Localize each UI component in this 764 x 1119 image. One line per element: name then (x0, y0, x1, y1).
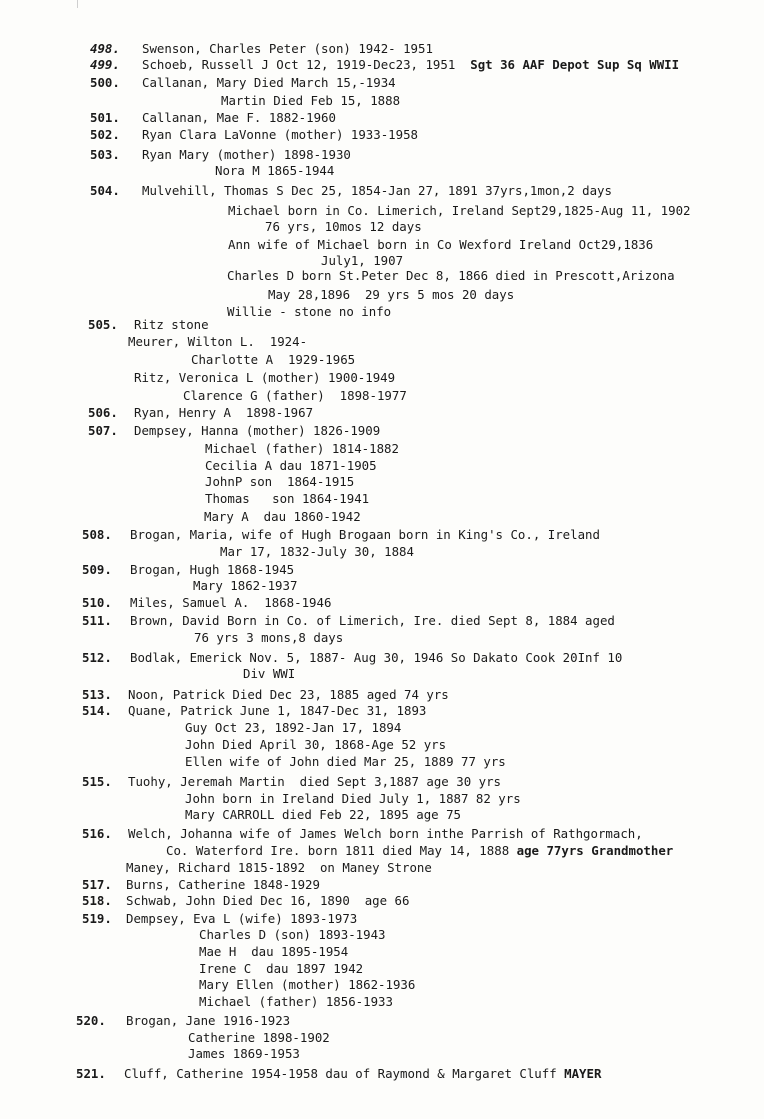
entry-text (128, 826, 643, 841)
entry-number: 517. (82, 877, 112, 892)
entry-text (227, 304, 391, 319)
entry-text (126, 893, 409, 908)
entry-main-text: Charles D born St.Peter Dec 8, 1866 died in Prescott,Arizona (227, 268, 675, 283)
entry-text (194, 630, 343, 645)
entry-text (204, 509, 361, 524)
entry-main-text: 76 yrs 3 mons,8 days (194, 630, 344, 645)
entry-text (185, 807, 461, 822)
entry-main-text: James 1869-1953 (188, 1046, 300, 1061)
entry-text (228, 203, 691, 218)
entry-number: 505. (88, 317, 118, 332)
entry-annotation: Sgt 36 AAF Depot Sup Sq WWII (455, 57, 680, 72)
entry-main-text: Div WWI (243, 666, 296, 681)
entry-main-text: Miles, Samuel A. 1868-1946 (130, 595, 332, 610)
entry-text (142, 57, 679, 72)
entry-main-text: Mary CARROLL died Feb 22, 1895 age 75 (185, 807, 462, 822)
entry-main-text: Tuohy, Jeremah Martin died Sept 3,1887 age 30 yrs (128, 774, 501, 789)
entry-text (268, 287, 514, 302)
entry-main-text: Guy Oct 23, 1892-Jan 17, 1894 (185, 720, 402, 735)
entry-main-text: Meurer, Wilton L. 1924- (128, 334, 308, 349)
entry-text (215, 163, 334, 178)
entry-text (142, 127, 418, 142)
entry-number: 504. (90, 183, 120, 198)
entry-text (126, 1013, 290, 1028)
entry-text (220, 544, 414, 559)
entry-text (166, 843, 673, 858)
entry-number: 520. (76, 1013, 106, 1028)
entry-main-text: Ann wife of Michael born in Co Wexford Ireland Oct29,1836 (228, 237, 654, 252)
entry-main-text: Co. Waterford Ire. born 1811 died May 14, 1888 (166, 843, 510, 858)
entry-main-text: Ryan Mary (mother) 1898-1930 (142, 147, 351, 162)
entry-number: 506. (88, 405, 118, 420)
entry-main-text: Willie - stone no info (227, 304, 392, 319)
entry-main-text: Ritz stone (134, 317, 209, 332)
entry-text (142, 183, 612, 198)
entry-main-text: Callanan, Mary Died March 15,-1934 (142, 75, 396, 90)
entry-main-text: Nora M 1865-1944 (215, 163, 335, 178)
entry-main-text: Michael born in Co. Limerich, Ireland Sept29,1825-Aug 11, 1902 (228, 203, 691, 218)
entry-text (130, 595, 331, 610)
entry-text (130, 562, 294, 577)
entry-number: 515. (82, 774, 112, 789)
entry-main-text: 76 yrs, 10mos 12 days (265, 219, 422, 234)
entry-main-text: Welch, Johanna wife of James Welch born inthe Parrish of Rathgormach, (128, 826, 643, 841)
entry-text (134, 370, 395, 385)
entry-main-text: Brown, David Born in Co. of Limerich, Ire. died Sept 8, 1884 aged (130, 613, 615, 628)
entry-text (134, 405, 313, 420)
entry-number: 518. (82, 893, 112, 908)
entry-main-text: Michael (father) 1814-1882 (205, 441, 399, 456)
entry-annotation: age 77yrs Grandmother (509, 843, 674, 858)
entry-number: 511. (82, 613, 112, 628)
entry-number: 513. (82, 687, 112, 702)
entry-text (199, 977, 415, 992)
entry-main-text: Charles D (son) 1893-1943 (199, 927, 386, 942)
entry-main-text: Brogan, Jane 1916-1923 (126, 1013, 291, 1028)
entry-text (185, 720, 401, 735)
entry-text (188, 1030, 330, 1045)
entry-main-text: Ryan Clara LaVonne (mother) 1933-1958 (142, 127, 419, 142)
entry-text (134, 317, 209, 332)
entry-text (124, 1066, 601, 1081)
entry-text (205, 491, 369, 506)
entry-main-text: Brogan, Maria, wife of Hugh Brogaan born in King's Co., Ireland (130, 527, 600, 542)
entry-text (128, 687, 449, 702)
entry-main-text: John Died April 30, 1868-Age 52 yrs (185, 737, 447, 752)
entry-number: 503. (90, 147, 120, 162)
entry-number: 499. (90, 57, 120, 72)
entry-text (142, 41, 433, 56)
entry-number: 502. (90, 127, 120, 142)
entry-text (205, 474, 354, 489)
entry-main-text: Ellen wife of John died Mar 25, 1889 77 yrs (185, 754, 506, 769)
entry-number: 508. (82, 527, 112, 542)
entry-main-text: Burns, Catherine 1848-1929 (126, 877, 320, 892)
entry-number: 521. (76, 1066, 106, 1081)
entry-text (193, 578, 297, 593)
entry-main-text: Noon, Patrick Died Dec 23, 1885 aged 74 yrs (128, 687, 449, 702)
entry-main-text: Mary A dau 1860-1942 (204, 509, 361, 524)
entry-main-text: May 28,1896 29 yrs 5 mos 20 days (268, 287, 515, 302)
entry-main-text: Dempsey, Hanna (mother) 1826-1909 (134, 423, 381, 438)
entry-text (221, 93, 400, 108)
entry-text (130, 613, 615, 628)
entry-number: 509. (82, 562, 112, 577)
entry-text (134, 423, 380, 438)
entry-main-text: July1, 1907 (321, 253, 404, 268)
entry-text (126, 877, 320, 892)
entry-text (185, 791, 521, 806)
entry-main-text: Michael (father) 1856-1933 (199, 994, 393, 1009)
entry-main-text: Quane, Patrick June 1, 1847-Dec 31, 1893 (128, 703, 427, 718)
entry-text (142, 147, 351, 162)
entry-number: 514. (82, 703, 112, 718)
entry-main-text: John born in Ireland Died July 1, 1887 82 yrs (185, 791, 521, 806)
entry-main-text: Charlotte A 1929-1965 (191, 352, 356, 367)
scan-mark (77, 0, 78, 8)
entry-main-text: Irene C dau 1897 1942 (199, 961, 364, 976)
entry-text (199, 961, 363, 976)
entry-text (185, 737, 446, 752)
entry-text (191, 352, 355, 367)
entry-text (128, 334, 307, 349)
entry-number: 519. (82, 911, 112, 926)
entry-main-text: Catherine 1898-1902 (188, 1030, 330, 1045)
entry-text (126, 860, 432, 875)
entry-number: 500. (90, 75, 120, 90)
entry-main-text: Cecilia A dau 1871-1905 (205, 458, 377, 473)
entry-main-text: Callanan, Mae F. 1882-1960 (142, 110, 336, 125)
entry-main-text: JohnP son 1864-1915 (205, 474, 355, 489)
entry-text (185, 754, 506, 769)
entry-text (128, 774, 501, 789)
entry-number: 501. (90, 110, 120, 125)
entry-text (199, 927, 386, 942)
entry-text (199, 994, 393, 1009)
entry-number: 512. (82, 650, 112, 665)
entry-annotation: MAYER (556, 1066, 602, 1081)
entry-main-text: Martin Died Feb 15, 1888 (221, 93, 401, 108)
entry-main-text: Dempsey, Eva L (wife) 1893-1973 (126, 911, 358, 926)
entry-text (205, 441, 399, 456)
entry-number: 516. (82, 826, 112, 841)
entry-main-text: Schwab, John Died Dec 16, 1890 age 66 (126, 893, 410, 908)
entry-main-text: Schoeb, Russell J Oct 12, 1919-Dec23, 1951 (142, 57, 456, 72)
entry-number: 498. (90, 41, 120, 56)
entry-text (188, 1046, 300, 1061)
entry-text (205, 458, 377, 473)
entry-number: 510. (82, 595, 112, 610)
entry-main-text: Thomas son 1864-1941 (205, 491, 370, 506)
entry-text (321, 253, 403, 268)
entry-main-text: Mulvehill, Thomas S Dec 25, 1854-Jan 27, 1891 37yrs,1mon,2 days (142, 183, 612, 198)
entry-text (265, 219, 422, 234)
entry-text (130, 527, 600, 542)
entry-number: 507. (88, 423, 118, 438)
entry-text (130, 650, 622, 665)
entry-text (183, 388, 407, 403)
entry-text (126, 911, 357, 926)
entry-text (227, 268, 675, 283)
entry-main-text: Mae H dau 1895-1954 (199, 944, 349, 959)
entry-text (228, 237, 653, 252)
entry-main-text: Mar 17, 1832-July 30, 1884 (220, 544, 414, 559)
entry-main-text: Ryan, Henry A 1898-1967 (134, 405, 314, 420)
entry-main-text: Clarence G (father) 1898-1977 (183, 388, 407, 403)
entry-text (243, 666, 295, 681)
entry-main-text: Swenson, Charles Peter (son) 1942- 1951 (142, 41, 433, 56)
entry-text (128, 703, 426, 718)
entry-text (142, 75, 396, 90)
entry-text (142, 110, 336, 125)
entry-main-text: Maney, Richard 1815-1892 on Maney Strone (126, 860, 432, 875)
entry-main-text: Bodlak, Emerick Nov. 5, 1887- Aug 30, 1946 So Dakato Cook 20Inf 10 (130, 650, 623, 665)
entry-main-text: Brogan, Hugh 1868-1945 (130, 562, 295, 577)
entry-main-text: Cluff, Catherine 1954-1958 dau of Raymond & Margaret Cluff (124, 1066, 557, 1081)
entry-main-text: Mary 1862-1937 (193, 578, 298, 593)
entry-text (199, 944, 348, 959)
entry-main-text: Ritz, Veronica L (mother) 1900-1949 (134, 370, 396, 385)
entry-main-text: Mary Ellen (mother) 1862-1936 (199, 977, 416, 992)
